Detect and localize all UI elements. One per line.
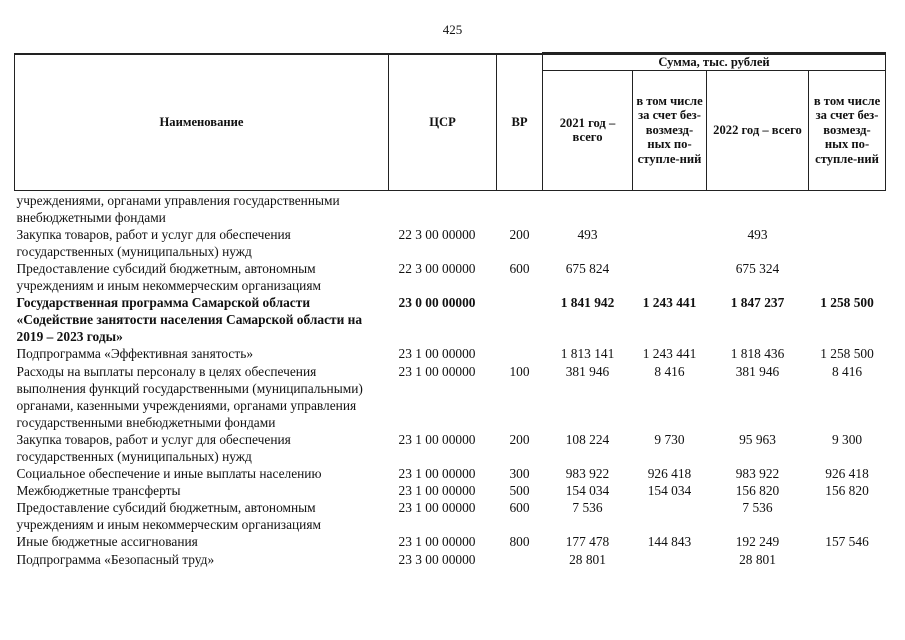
cell-2021-gratuitous	[633, 226, 707, 260]
cell-csr: 23 1 00 00000	[398, 431, 476, 447]
cell-vr: 100	[509, 363, 530, 379]
cell-csr: 23 0 00 00000	[398, 295, 476, 311]
header-2021-gratuitous: в том числе за счет без-возмезд-ных по-ступле-ний	[633, 70, 707, 190]
cell-vr	[497, 190, 543, 226]
cell-csr: 23 1 00 00000	[398, 483, 476, 499]
cell-2022-gratuitous	[809, 260, 886, 294]
header-csr: ЦСР	[389, 54, 497, 191]
cell-2022-gratuitous: 157 546	[825, 534, 869, 550]
table-row	[15, 499, 886, 533]
cell-2021-total: 381 946	[565, 363, 610, 379]
cell-2022-gratuitous: 1 258 500	[820, 295, 874, 311]
header-name: Наименование	[15, 54, 389, 191]
header-2021-total: 2021 год – всего	[543, 70, 633, 190]
cell-name: учреждениями, органами управления государственными внебюджетными фондами	[16, 192, 340, 225]
cell-2021-gratuitous: 926 418	[647, 466, 692, 482]
cell-2021-gratuitous: 154 034	[647, 483, 692, 499]
cell-vr: 200	[509, 431, 530, 447]
cell-csr: 22 3 00 00000	[398, 226, 476, 242]
cell-csr: 22 3 00 00000	[398, 260, 476, 276]
cell-2022-total: 192 249	[735, 534, 780, 550]
cell-2021-total: 983 922	[565, 466, 610, 482]
cell-2021-gratuitous: 144 843	[647, 534, 692, 550]
cell-csr: 23 1 00 00000	[398, 500, 476, 516]
cell-csr: 23 1 00 00000	[398, 534, 476, 550]
table-row	[15, 294, 886, 345]
cell-name: Расходы на выплаты персоналу в целях обеспечения выполнения функций государственными (муниципальными) органами, казенными учреждениями, органами управления государственными внебюджетными фондами	[16, 363, 363, 430]
cell-2021-total: 28 801	[569, 551, 606, 567]
cell-name: Межбюджетные трансферты	[16, 483, 181, 499]
cell-2021-gratuitous: 8 416	[654, 363, 685, 379]
cell-2022-total: 381 946	[735, 363, 780, 379]
table-row	[15, 260, 886, 294]
cell-2021-total	[543, 190, 633, 226]
cell-2021-total: 1 841 942	[560, 295, 615, 311]
cell-2021-gratuitous: 9 730	[654, 431, 685, 447]
cell-2022-total: 493	[747, 226, 768, 242]
cell-2021-total: 177 478	[565, 534, 610, 550]
table-header	[15, 54, 886, 191]
cell-2021-gratuitous	[633, 551, 707, 568]
header-vr: ВР	[497, 54, 543, 191]
cell-2022-gratuitous	[809, 190, 886, 226]
cell-2022-total: 983 922	[735, 466, 780, 482]
table-row	[15, 551, 886, 568]
table-row	[15, 363, 886, 431]
cell-vr: 500	[509, 483, 530, 499]
cell-2022-total: 28 801	[739, 551, 776, 567]
cell-vr	[497, 551, 543, 568]
cell-2021-total: 493	[577, 226, 598, 242]
cell-2021-total: 1 813 141	[560, 346, 615, 362]
cell-2022-gratuitous	[809, 499, 886, 533]
cell-name: Подпрограмма «Безопасный труд»	[16, 551, 215, 567]
header-2022-gratuitous: в том числе за счет без-возмезд-ных по-ступле-ний	[809, 70, 886, 190]
cell-2022-gratuitous: 8 416	[831, 363, 863, 379]
cell-vr: 800	[509, 534, 530, 550]
cell-name: Иные бюджетные ассигнования	[16, 534, 198, 550]
table-row	[15, 482, 886, 499]
cell-2022-total: 156 820	[735, 483, 780, 499]
header-2022-total: 2022 год – всего	[707, 70, 809, 190]
cell-2021-total: 7 536	[572, 500, 603, 516]
table-body	[15, 190, 886, 568]
cell-2022-gratuitous	[809, 551, 886, 568]
cell-2021-gratuitous	[633, 260, 707, 294]
cell-2022-total: 95 963	[739, 431, 776, 447]
cell-csr: 23 3 00 00000	[398, 551, 476, 567]
cell-name: Государственная программа Самарской области «Содействие занятости населения Самарской области на 2019 – 2023 годы»	[16, 295, 363, 345]
cell-vr: 300	[509, 466, 530, 482]
cell-2021-gratuitous: 1 243 441	[642, 346, 697, 362]
cell-2021-total: 108 224	[565, 431, 610, 447]
cell-vr	[497, 294, 543, 345]
cell-2022-total: 675 324	[735, 260, 780, 276]
cell-2021-gratuitous	[633, 190, 707, 226]
cell-2021-total: 154 034	[565, 483, 610, 499]
cell-2022-total	[707, 190, 809, 226]
cell-2021-gratuitous	[633, 499, 707, 533]
cell-vr	[497, 345, 543, 362]
cell-2022-total: 7 536	[742, 500, 773, 516]
cell-csr: 23 1 00 00000	[398, 466, 476, 482]
cell-name: Предоставление субсидий бюджетным, автономным учреждениям и иным некоммерческим организациям	[16, 260, 321, 294]
table-row	[15, 431, 886, 465]
cell-2022-gratuitous: 926 418	[825, 466, 869, 482]
cell-csr	[389, 190, 497, 226]
table-row	[15, 190, 886, 226]
cell-csr: 23 1 00 00000	[398, 346, 476, 362]
page-number: 425	[442, 22, 463, 37]
table-row	[15, 533, 886, 550]
cell-2022-gratuitous: 156 820	[825, 483, 869, 499]
table-row	[15, 465, 886, 482]
cell-2022-gratuitous	[809, 226, 886, 260]
cell-2021-total: 675 824	[565, 260, 610, 276]
cell-vr: 600	[509, 260, 530, 276]
cell-2021-gratuitous: 1 243 441	[642, 295, 697, 311]
budget-table	[14, 52, 886, 568]
cell-2022-total: 1 818 436	[730, 346, 785, 362]
cell-2022-total: 1 847 237	[730, 295, 785, 311]
cell-name: Закупка товаров, работ и услуг для обеспечения государственных (муниципальных) нужд	[16, 226, 291, 259]
header-sum: Сумма, тыс. рублей	[543, 54, 886, 71]
cell-name: Предоставление субсидий бюджетным, автономным учреждениям и иным некоммерческим организациям	[16, 500, 321, 533]
cell-vr: 200	[509, 226, 530, 242]
cell-name: Закупка товаров, работ и услуг для обеспечения государственных (муниципальных) нужд	[16, 431, 291, 464]
cell-csr: 23 1 00 00000	[398, 363, 476, 379]
table-row	[15, 226, 886, 260]
table-row	[15, 345, 886, 362]
cell-2022-gratuitous: 9 300	[831, 431, 863, 447]
cell-name: Подпрограмма «Эффективная занятость»	[16, 346, 254, 362]
cell-name: Социальное обеспечение и иные выплаты населению	[16, 466, 322, 482]
cell-2022-gratuitous: 1 258 500	[820, 346, 874, 362]
cell-vr: 600	[509, 500, 530, 516]
